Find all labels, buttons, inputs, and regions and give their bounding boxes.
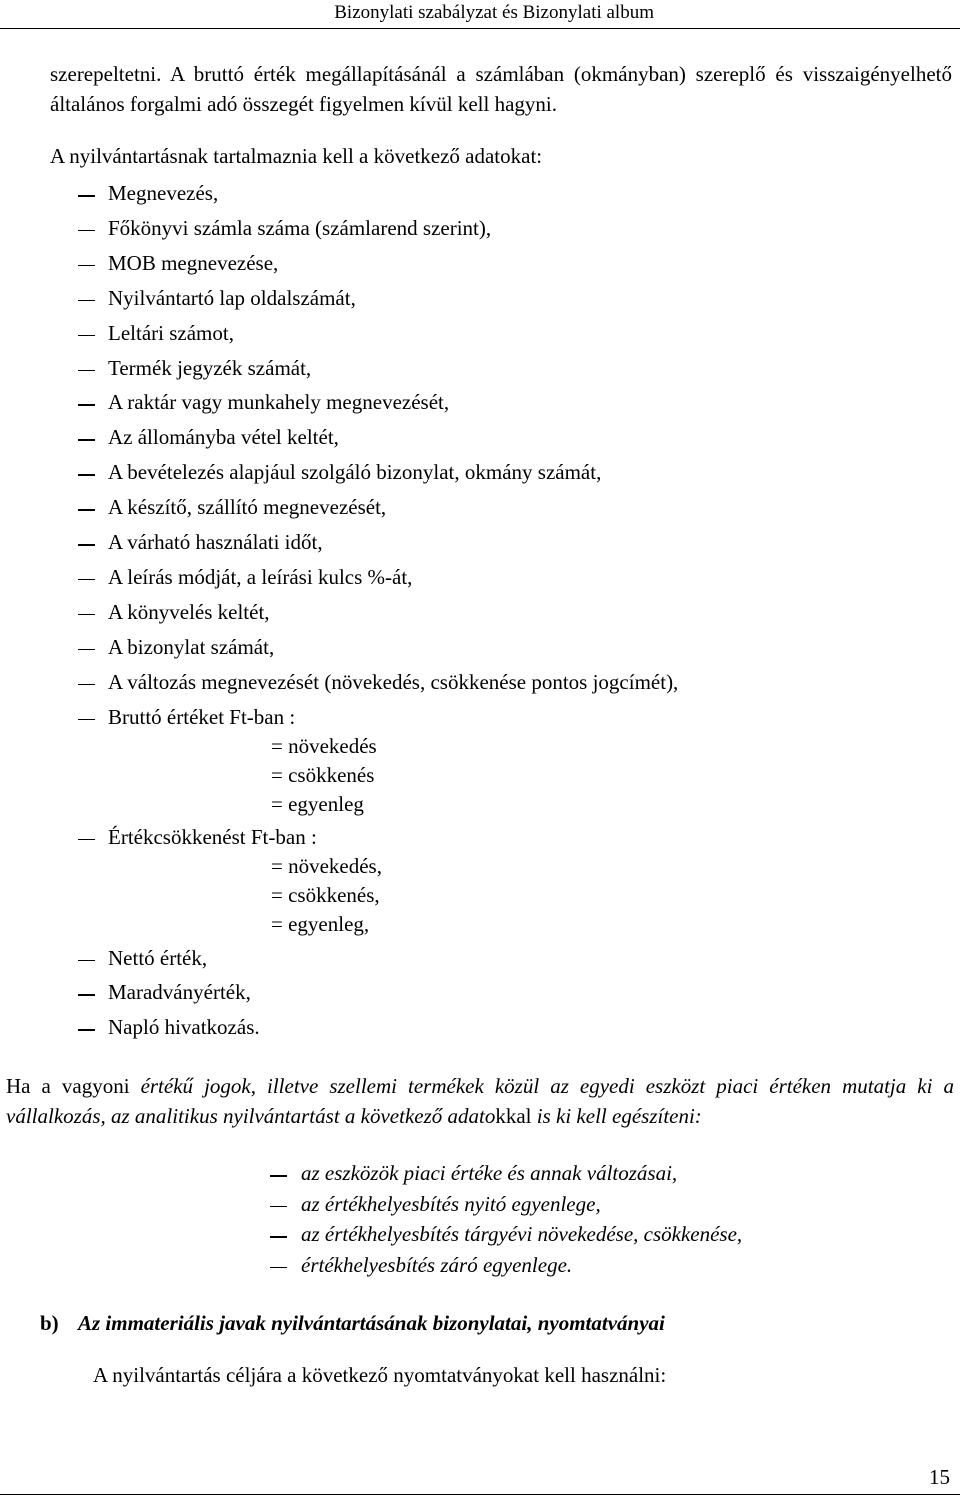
dash-bullet [78, 335, 95, 337]
dash-bullet [78, 474, 95, 476]
italic-list-item: az értékhelyesbítés nyitó egyenlege, [301, 1191, 601, 1216]
dash-bullet [78, 544, 95, 546]
italic-paragraph-part: vagyoni [61, 1074, 141, 1098]
italic-paragraph [6, 1071, 954, 1131]
closing-sentence: A nyilvántartás céljára a következő nyomtatványokat kell használni: [93, 1363, 667, 1387]
header-divider [0, 28, 960, 29]
list-item: Főkönyvi számla száma (számlarend szerint), [108, 215, 492, 240]
sub-item: = csökkenés, [271, 882, 380, 907]
dash-bullet [270, 1175, 287, 1177]
dash-bullet [78, 1029, 95, 1031]
italic-list-item: az eszközök piaci értéke és annak változásai, [301, 1161, 678, 1185]
list-item: A bizonylat számát, [108, 634, 275, 659]
page-number: 15 [929, 1465, 950, 1489]
list-item: Napló hivatkozás. [108, 1015, 260, 1040]
dash-bullet [270, 1236, 287, 1238]
dash-bullet [78, 960, 95, 962]
list-item: Értékcsökkenést Ft-ban : [108, 824, 317, 849]
list-item: Megnevezés, [108, 181, 219, 205]
italic-list-item: az értékhelyesbítés tárgyévi növekedése, csökkenése, [301, 1222, 743, 1246]
section-title: Az immateriális javak nyilvántartásának bizonylatai, nyomtatványai [78, 1311, 665, 1335]
italic-list-item: értékhelyesbítés záró egyenlege. [301, 1252, 573, 1277]
footer-divider [0, 1494, 960, 1495]
italic-paragraph-part: kkal [495, 1104, 537, 1128]
section-label: b) [40, 1311, 59, 1335]
dash-bullet [78, 230, 95, 232]
sub-item: = növekedés, [271, 853, 382, 878]
page-header-title: Bizonylati szabályzat és Bizonylati album [334, 2, 654, 23]
list-item: A raktár vagy munkahely megnevezését, [108, 390, 450, 415]
list-item: Termék jegyzék számát, [108, 355, 312, 380]
sub-item: = egyenleg, [271, 911, 370, 936]
list-item: Leltári számot, [108, 320, 234, 345]
list-item: Maradványérték, [108, 980, 251, 1005]
dash-bullet [78, 579, 95, 581]
italic-paragraph-part: értékű jogok, illetve szellemi termékek közül az egyedi eszközt piaci értéken mutatja ki a vállalkozás, az analitikus nyilvántartást a következő adato [6, 1074, 954, 1128]
dash-bullet [270, 1206, 287, 1208]
dash-bullet [78, 195, 95, 197]
italic-paragraph-part: is ki kell [536, 1104, 612, 1128]
list-item: A leírás módját, a leírási kulcs %-át, [108, 564, 413, 589]
italic-paragraph-part: Ha a [6, 1074, 62, 1098]
dash-bullet [78, 719, 95, 721]
dash-bullet [78, 265, 95, 267]
dash-bullet [78, 509, 95, 511]
dash-bullet [78, 404, 95, 406]
list-item: A bevételezés alapjául szolgáló bizonylat, okmány számát, [108, 460, 602, 485]
sub-item: = növekedés [271, 733, 377, 758]
top-paragraph: szerepeltetni. A bruttó érték megállapításánál a számlában (okmányban) szereplő és visszaigényelhető általános forgalmi adó összegét figyelmen kívül kell hagyni. [50, 62, 952, 116]
sub-item: = csökkenés [271, 762, 375, 787]
dash-bullet [78, 994, 95, 996]
dash-bullet [78, 439, 95, 441]
dash-bullet [78, 684, 95, 686]
sub-item: = egyenleg [271, 791, 364, 816]
dash-bullet [78, 839, 95, 841]
dash-bullet [78, 649, 95, 651]
list-item: Nettó érték, [108, 945, 208, 970]
dash-bullet [78, 614, 95, 616]
list-intro: A nyilvántartásnak tartalmaznia kell a következő adatokat: [50, 144, 543, 168]
list-item: A készítő, szállító megnevezését, [108, 495, 387, 520]
dash-bullet [270, 1267, 287, 1269]
section-b-heading [40, 1311, 665, 1336]
list-item: MOB megnevezése, [108, 250, 279, 275]
list-item: A könyvelés keltét, [108, 599, 270, 624]
list-item: Nyilvántartó lap oldalszámát, [108, 285, 356, 310]
list-item: A változás megnevezését (növekedés, csökkenése pontos jogcímét), [108, 669, 679, 694]
italic-paragraph-part: egészíteni: [612, 1104, 702, 1128]
dash-bullet [78, 300, 95, 302]
dash-bullet [78, 370, 95, 372]
list-item: Az állományba vétel keltét, [108, 425, 339, 450]
list-item: A várható használati időt, [108, 530, 323, 554]
list-item: Bruttó értéket Ft-ban : [108, 704, 296, 729]
